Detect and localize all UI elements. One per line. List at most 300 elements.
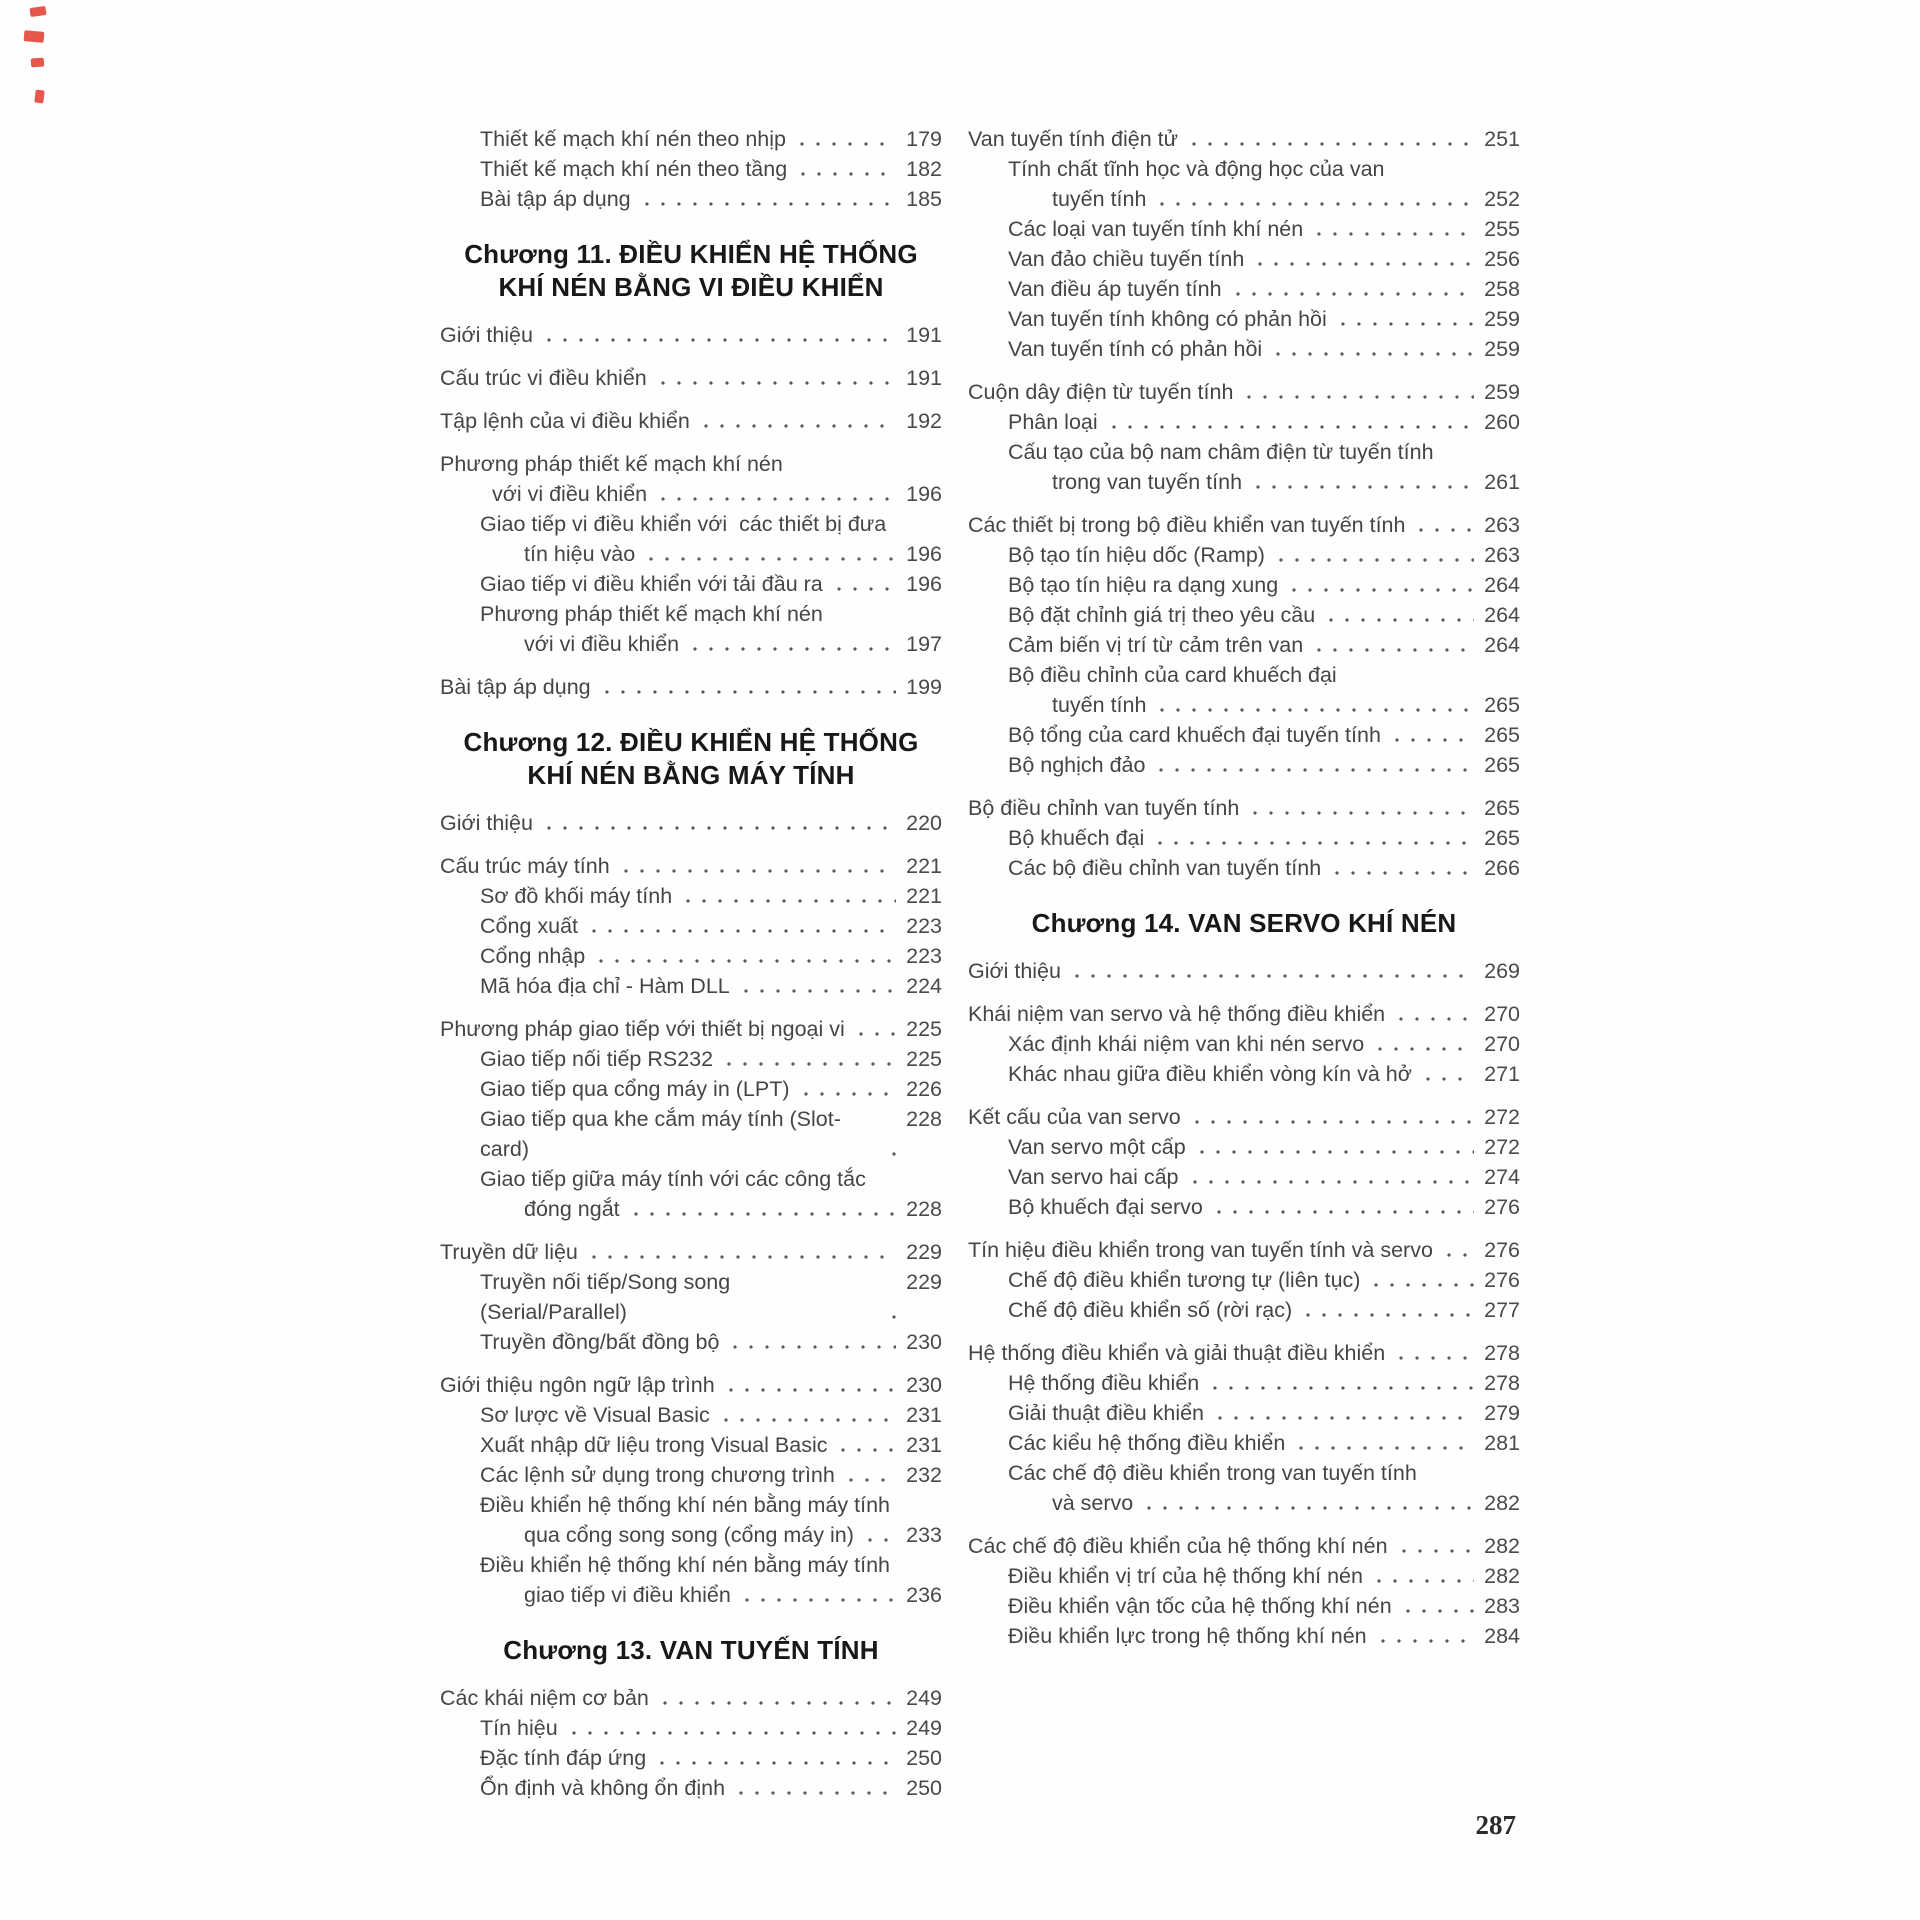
toc-entry (968, 1561, 1520, 1591)
entry-text: Giới thiệu (440, 811, 533, 835)
entry-page-number: 230 (906, 1373, 942, 1397)
entry-text: Khái niệm van servo và hệ thống điều khiển (968, 1002, 1386, 1026)
dot-leader (1375, 1621, 1474, 1651)
entry-page-number: 265 (1484, 796, 1520, 820)
entry-page-number: 277 (1484, 1298, 1520, 1322)
dot-leader (655, 363, 896, 393)
entry-page-number: 265 (1484, 723, 1520, 747)
dot-leader (886, 1267, 896, 1327)
toc-entry (968, 1059, 1520, 1089)
entry-page-number: 233 (906, 1523, 942, 1547)
entry-text: Giải thuật điều khiển (1008, 1401, 1205, 1425)
scan-mark (31, 58, 45, 68)
dot-leader (739, 1580, 896, 1610)
dot-leader (1393, 1338, 1474, 1368)
chapter-heading-line: Chương 13. VAN TUYẾN TÍNH (503, 1635, 879, 1665)
entry-page-number: 223 (906, 914, 942, 938)
entry-text: Phân loại (1008, 410, 1098, 434)
chapter-heading (440, 726, 942, 792)
entry-page-number: 272 (1484, 1105, 1520, 1129)
entry-text: Điều khiển lực trong hệ thống khí nén (1008, 1624, 1367, 1648)
dot-leader (1207, 1368, 1474, 1398)
entry-page-number: 230 (906, 1330, 942, 1354)
entry-page-number: 274 (1484, 1165, 1520, 1189)
toc-entry (440, 1237, 942, 1267)
dot-leader (1329, 853, 1474, 883)
dot-leader (1368, 1265, 1474, 1295)
entry-page-number: 252 (1484, 187, 1520, 211)
dot-leader (853, 1014, 896, 1044)
entry-text: Các bộ điều chỉnh van tuyến tính (1008, 856, 1322, 880)
scan-mark (34, 90, 45, 104)
toc-entry (968, 1235, 1520, 1265)
toc-column-right (968, 124, 1520, 1651)
dot-leader (593, 941, 896, 971)
entry-page-number: 225 (906, 1047, 942, 1071)
toc-entry (968, 1338, 1520, 1368)
toc-entry (968, 1265, 1520, 1295)
entry-text: Van điều áp tuyến tính (1008, 277, 1222, 301)
entry-text: Giao tiếp qua cổng máy in (LPT) (480, 1077, 790, 1101)
toc-entry (968, 956, 1520, 986)
entry-text: tuyến tính (1052, 693, 1147, 717)
entry-page-number: 182 (906, 157, 942, 181)
dot-leader (1400, 1591, 1474, 1621)
entry-page-number: 231 (906, 1403, 942, 1427)
dot-leader (654, 1743, 896, 1773)
toc-entry (440, 911, 942, 941)
toc-entry (968, 1162, 1520, 1192)
entry-page-number: 270 (1484, 1002, 1520, 1026)
entry-text: Mã hóa địa chỉ - Hàm DLL (480, 974, 730, 998)
toc-entry (440, 881, 942, 911)
toc-entry (968, 1428, 1520, 1458)
entry-page-number: 284 (1484, 1624, 1520, 1648)
entry-text: Bộ đặt chỉnh giá trị theo yêu cầu (1008, 603, 1316, 627)
entry-text: Kết cấu của van servo (968, 1105, 1181, 1129)
toc-entry (440, 1550, 942, 1580)
toc-entry (440, 184, 942, 214)
toc-entry (968, 600, 1520, 630)
toc-entry (440, 1164, 942, 1194)
dot-leader (1335, 304, 1474, 334)
toc-entry (440, 1683, 942, 1713)
toc-entry (968, 214, 1520, 244)
toc-entry (968, 540, 1520, 570)
entry-text: Phương pháp thiết kế mạch khí nén (440, 452, 783, 476)
toc-entry (440, 509, 942, 539)
entry-text: Ổn định và không ổn định (480, 1776, 726, 1800)
toc-entry (968, 244, 1520, 274)
toc-entry (968, 1458, 1520, 1488)
dot-leader (723, 1370, 896, 1400)
entry-text: Giao tiếp giữa máy tính với các công tắc (480, 1167, 866, 1191)
entry-text: Van servo hai cấp (1008, 1165, 1179, 1189)
entry-page-number: 282 (1484, 1564, 1520, 1588)
entry-text: Khác nhau giữa điều khiển vòng kín và hở (1008, 1062, 1412, 1086)
entry-text: Cấu trúc máy tính (440, 854, 610, 878)
dot-leader (843, 1460, 896, 1490)
dot-leader (1393, 999, 1474, 1029)
dot-leader (1273, 540, 1474, 570)
entry-text: Sơ đồ khối máy tính (480, 884, 673, 908)
entry-page-number: 263 (1484, 513, 1520, 537)
dot-leader (680, 881, 896, 911)
toc-entry (440, 1044, 942, 1074)
entry-page-number: 228 (906, 1197, 942, 1221)
entry-text: Điều khiển vận tốc của hệ thống khí nén (1008, 1594, 1392, 1618)
dot-leader (1154, 184, 1474, 214)
entry-text: Giới thiệu (440, 323, 533, 347)
toc-entry (968, 1295, 1520, 1325)
toc-entry (968, 823, 1520, 853)
toc-entry (968, 334, 1520, 364)
entry-page-number: 249 (906, 1716, 942, 1740)
dot-leader (1311, 214, 1474, 244)
toc-entry (968, 690, 1520, 720)
entry-page-number: 232 (906, 1463, 942, 1487)
toc-entry (440, 569, 942, 599)
chapter-heading-line: Chương 11. ĐIỀU KHIỂN HỆ THỐNG (464, 239, 918, 269)
entry-text: qua cổng song song (cổng máy in) (524, 1523, 854, 1547)
dot-leader (1420, 1059, 1474, 1089)
dot-leader (1194, 1132, 1474, 1162)
entry-page-number: 249 (906, 1686, 942, 1710)
toc-entry (968, 1621, 1520, 1651)
toc-entry (440, 479, 942, 509)
dot-leader (1186, 124, 1474, 154)
toc-entry (968, 1132, 1520, 1162)
entry-page-number: 276 (1484, 1268, 1520, 1292)
toc-entry (968, 1368, 1520, 1398)
dot-leader (886, 1104, 896, 1164)
entry-text: Truyền nối tiếp/Song song (Serial/Parallel) (480, 1270, 737, 1324)
toc-entry (968, 750, 1520, 780)
entry-page-number: 259 (1484, 307, 1520, 331)
entry-page-number: 278 (1484, 1371, 1520, 1395)
chapter-heading (968, 907, 1520, 940)
entry-text: Tính chất tĩnh học và động học của van (1008, 157, 1385, 181)
dot-leader (586, 1237, 896, 1267)
entry-text: Các chế độ điều khiển trong van tuyến tính (1008, 1461, 1417, 1485)
dot-leader (1154, 690, 1474, 720)
entry-text: Bài tập áp dụng (480, 187, 631, 211)
toc-entry (440, 124, 942, 154)
toc-entry (968, 304, 1520, 334)
dot-leader (1106, 407, 1474, 437)
toc-entry (440, 1370, 942, 1400)
toc-entry (440, 971, 942, 1001)
toc-entry (968, 1192, 1520, 1222)
entry-page-number: 271 (1484, 1062, 1520, 1086)
entry-text: Cuộn dây điện từ tuyến tính (968, 380, 1234, 404)
dot-leader (1250, 467, 1474, 497)
dot-leader (687, 629, 896, 659)
dot-leader (835, 1430, 896, 1460)
dot-leader (1212, 1398, 1474, 1428)
entry-text: tuyến tính (1052, 187, 1147, 211)
dot-leader (1211, 1192, 1474, 1222)
entry-text: Cấu trúc vi điều khiển (440, 366, 647, 390)
table-of-contents (440, 124, 1520, 1803)
toc-entry (440, 629, 942, 659)
entry-text: Cổng nhập (480, 944, 586, 968)
dot-leader (727, 1327, 896, 1357)
dot-leader (541, 808, 896, 838)
toc-entry (440, 363, 942, 393)
entry-page-number: 264 (1484, 573, 1520, 597)
toc-entry (440, 1430, 942, 1460)
toc-entry (440, 1104, 942, 1164)
entry-page-number: 261 (1484, 470, 1520, 494)
dot-leader (721, 1044, 896, 1074)
dot-leader (795, 154, 896, 184)
dot-leader (1187, 1162, 1474, 1192)
entry-page-number: 220 (906, 811, 942, 835)
entry-text: Chế độ điều khiển tương tự (liên tục) (1008, 1268, 1361, 1292)
toc-entry (440, 449, 942, 479)
toc-entry (968, 1398, 1520, 1428)
dot-leader (1247, 793, 1474, 823)
entry-text: Xuất nhập dữ liệu trong Visual Basic (480, 1433, 828, 1457)
dot-leader (1323, 600, 1474, 630)
dot-leader (1141, 1488, 1474, 1518)
toc-entry (968, 660, 1520, 690)
entry-text: Cổng xuất (480, 914, 579, 938)
entry-text: Van servo một cấp (1008, 1135, 1186, 1159)
chapter-heading (440, 1634, 942, 1667)
toc-entry (440, 599, 942, 629)
entry-page-number: 192 (906, 409, 942, 433)
entry-page-number: 196 (906, 572, 942, 596)
toc-entry (968, 154, 1520, 184)
entry-text: Các khái niệm cơ bản (440, 1686, 649, 1710)
toc-entry (440, 1194, 942, 1224)
entry-text: Bộ điều chỉnh van tuyến tính (968, 796, 1240, 820)
entry-page-number: 236 (906, 1583, 942, 1607)
entry-text: Bộ tạo tín hiệu ra dạng xung (1008, 573, 1279, 597)
dot-leader (1252, 244, 1474, 274)
chapter-heading-line: Chương 12. ĐIỀU KHIỂN HỆ THỐNG (463, 727, 919, 757)
entry-page-number: 272 (1484, 1135, 1520, 1159)
entry-text: trong van tuyến tính (1052, 470, 1243, 494)
toc-entry (968, 630, 1520, 660)
dot-leader (831, 569, 896, 599)
entry-text: Điều khiển vị trí của hệ thống khí nén (1008, 1564, 1363, 1588)
toc-entry (968, 274, 1520, 304)
toc-entry (440, 1074, 942, 1104)
entry-page-number: 251 (1484, 127, 1520, 151)
entry-page-number: 265 (1484, 693, 1520, 717)
entry-page-number: 269 (1484, 959, 1520, 983)
dot-leader (733, 1773, 896, 1803)
entry-text: Cảm biến vị trí từ cảm trên van (1008, 633, 1304, 657)
toc-column-left (440, 124, 942, 1803)
entry-page-number: 196 (906, 542, 942, 566)
entry-page-number: 231 (906, 1433, 942, 1457)
scan-mark (24, 30, 45, 43)
dot-leader (798, 1074, 896, 1104)
entry-text: với vi điều khiển (524, 632, 680, 656)
entry-text: Thiết kế mạch khí nén theo tầng (480, 157, 788, 181)
entry-text: Bộ khuếch đại (1008, 826, 1145, 850)
entry-page-number: 264 (1484, 603, 1520, 627)
dot-leader (1396, 1531, 1474, 1561)
toc-entry (968, 720, 1520, 750)
entry-text: Bộ tạo tín hiệu dốc (Ramp) (1008, 543, 1265, 567)
entry-page-number: 225 (906, 1017, 942, 1041)
toc-entry (440, 851, 942, 881)
dot-leader (1372, 1029, 1474, 1059)
entry-page-number: 250 (906, 1776, 942, 1800)
entry-page-number: 196 (906, 482, 942, 506)
entry-text: Bài tập áp dụng (440, 675, 591, 699)
dot-leader (862, 1520, 896, 1550)
entry-text: Các loại van tuyến tính khí nén (1008, 217, 1304, 241)
toc-entry (968, 1531, 1520, 1561)
toc-entry (968, 437, 1520, 467)
entry-text: Xác định khái niệm van khi nén servo (1008, 1032, 1365, 1056)
dot-leader (1311, 630, 1474, 660)
entry-text: Sơ lược về Visual Basic (480, 1403, 710, 1427)
entry-page-number: 264 (1484, 633, 1520, 657)
toc-entry (440, 941, 942, 971)
entry-text: Tín hiệu điều khiển trong van tuyến tính và servo (968, 1238, 1433, 1262)
toc-entry (968, 1029, 1520, 1059)
entry-page-number: 223 (906, 944, 942, 968)
toc-entry (440, 1713, 942, 1743)
entry-page-number: 265 (1484, 753, 1520, 777)
entry-text: Thiết kế mạch khí nén theo nhịp (480, 127, 786, 151)
entry-text: Điều khiển hệ thống khí nén bằng máy tính (480, 1493, 890, 1517)
toc-entry (968, 1488, 1520, 1518)
entry-text: Truyền đồng/bất đồng bộ (480, 1330, 720, 1354)
entry-page-number: 179 (906, 127, 942, 151)
entry-text: Các kiểu hệ thống điều khiển (1008, 1431, 1286, 1455)
entry-page-number: 228 (906, 1107, 942, 1131)
entry-text: với vi điều khiển (492, 482, 648, 506)
entry-text: Giao tiếp vi điều khiển với tải đầu ra (480, 572, 823, 596)
dot-leader (541, 320, 896, 350)
entry-page-number: 191 (906, 323, 942, 347)
toc-entry (968, 1102, 1520, 1132)
dot-leader (1441, 1235, 1474, 1265)
dot-leader (586, 911, 896, 941)
toc-entry (440, 1520, 942, 1550)
entry-page-number: 270 (1484, 1032, 1520, 1056)
dot-leader (1152, 823, 1474, 853)
toc-entry (968, 510, 1520, 540)
dot-leader (738, 971, 896, 1001)
dot-leader (618, 851, 896, 881)
entry-text: Bộ tổng của card khuếch đại tuyến tính (1008, 723, 1381, 747)
entry-page-number: 199 (906, 675, 942, 699)
toc-entry (440, 1267, 942, 1327)
entry-page-number: 258 (1484, 277, 1520, 301)
toc-entry (440, 1743, 942, 1773)
entry-page-number: 221 (906, 884, 942, 908)
toc-entry (968, 793, 1520, 823)
entry-page-number: 279 (1484, 1401, 1520, 1425)
dot-leader (643, 539, 896, 569)
entry-page-number: 191 (906, 366, 942, 390)
dot-leader (1241, 377, 1474, 407)
dot-leader (655, 479, 896, 509)
toc-entry (440, 1580, 942, 1610)
dot-leader (1230, 274, 1474, 304)
entry-page-number: 266 (1484, 856, 1520, 880)
entry-text: Giao tiếp nối tiếp RS232 (480, 1047, 714, 1071)
toc-entry (440, 539, 942, 569)
entry-text: Điều khiển hệ thống khí nén bằng máy tính (480, 1553, 890, 1577)
entry-page-number: 276 (1484, 1195, 1520, 1219)
entry-text: Hệ thống điều khiển (1008, 1371, 1200, 1395)
entry-page-number: 259 (1484, 380, 1520, 404)
entry-text: và servo (1052, 1491, 1134, 1515)
entry-page-number: 260 (1484, 410, 1520, 434)
entry-text: Phương pháp giao tiếp với thiết bị ngoại vi (440, 1017, 845, 1041)
dot-leader (1189, 1102, 1474, 1132)
toc-entry (440, 1460, 942, 1490)
entry-page-number: 250 (906, 1746, 942, 1770)
dot-leader (698, 406, 896, 436)
dot-leader (1069, 956, 1474, 986)
entry-page-number: 281 (1484, 1431, 1520, 1455)
entry-page-number: 185 (906, 187, 942, 211)
entry-page-number: 282 (1484, 1491, 1520, 1515)
toc-entry (968, 377, 1520, 407)
toc-entry (440, 1400, 942, 1430)
entry-text: Phương pháp thiết kế mạch khí nén (480, 602, 823, 626)
dot-leader (599, 672, 896, 702)
entry-page-number: 259 (1484, 337, 1520, 361)
chapter-heading (440, 238, 942, 304)
entry-page-number: 197 (906, 632, 942, 656)
entry-text: Giới thiệu ngôn ngữ lập trình (440, 1373, 715, 1397)
entry-page-number: 256 (1484, 247, 1520, 271)
entry-text: Đặc tính đáp ứng (480, 1746, 647, 1770)
scan-mark (29, 6, 46, 17)
entry-text: Truyền dữ liệu (440, 1240, 578, 1264)
entry-text: Van tuyến tính không có phản hồi (1008, 307, 1327, 331)
entry-page-number: 282 (1484, 1534, 1520, 1558)
entry-text: Bộ điều chỉnh của card khuếch đại (1008, 663, 1337, 687)
entry-text: Các lệnh sử dụng trong chương trình (480, 1463, 835, 1487)
entry-text: đóng ngắt (524, 1197, 620, 1221)
entry-text: Giới thiệu (968, 959, 1061, 983)
toc-entry (440, 406, 942, 436)
toc-entry (440, 808, 942, 838)
toc-entry (968, 1591, 1520, 1621)
dot-leader (639, 184, 896, 214)
scan-artifacts (22, 4, 62, 114)
toc-entry (440, 1327, 942, 1357)
entry-text: Chế độ điều khiển số (rời rạc) (1008, 1298, 1293, 1322)
entry-text: Bộ nghịch đảo (1008, 753, 1146, 777)
entry-text: Van tuyến tính điện tử (968, 127, 1179, 151)
entry-text: Tập lệnh của vi điều khiển (440, 409, 690, 433)
dot-leader (566, 1713, 896, 1743)
dot-leader (1300, 1295, 1474, 1325)
entry-page-number: 229 (906, 1270, 942, 1294)
chapter-heading-line: Chương 14. VAN SERVO KHÍ NÉN (1031, 908, 1457, 938)
entry-text: Tín hiệu (480, 1716, 558, 1740)
dot-leader (628, 1194, 896, 1224)
entry-text: tín hiệu vào (524, 542, 636, 566)
toc-entry (968, 184, 1520, 214)
dot-leader (657, 1683, 896, 1713)
entry-text: Van tuyến tính có phản hồi (1008, 337, 1263, 361)
